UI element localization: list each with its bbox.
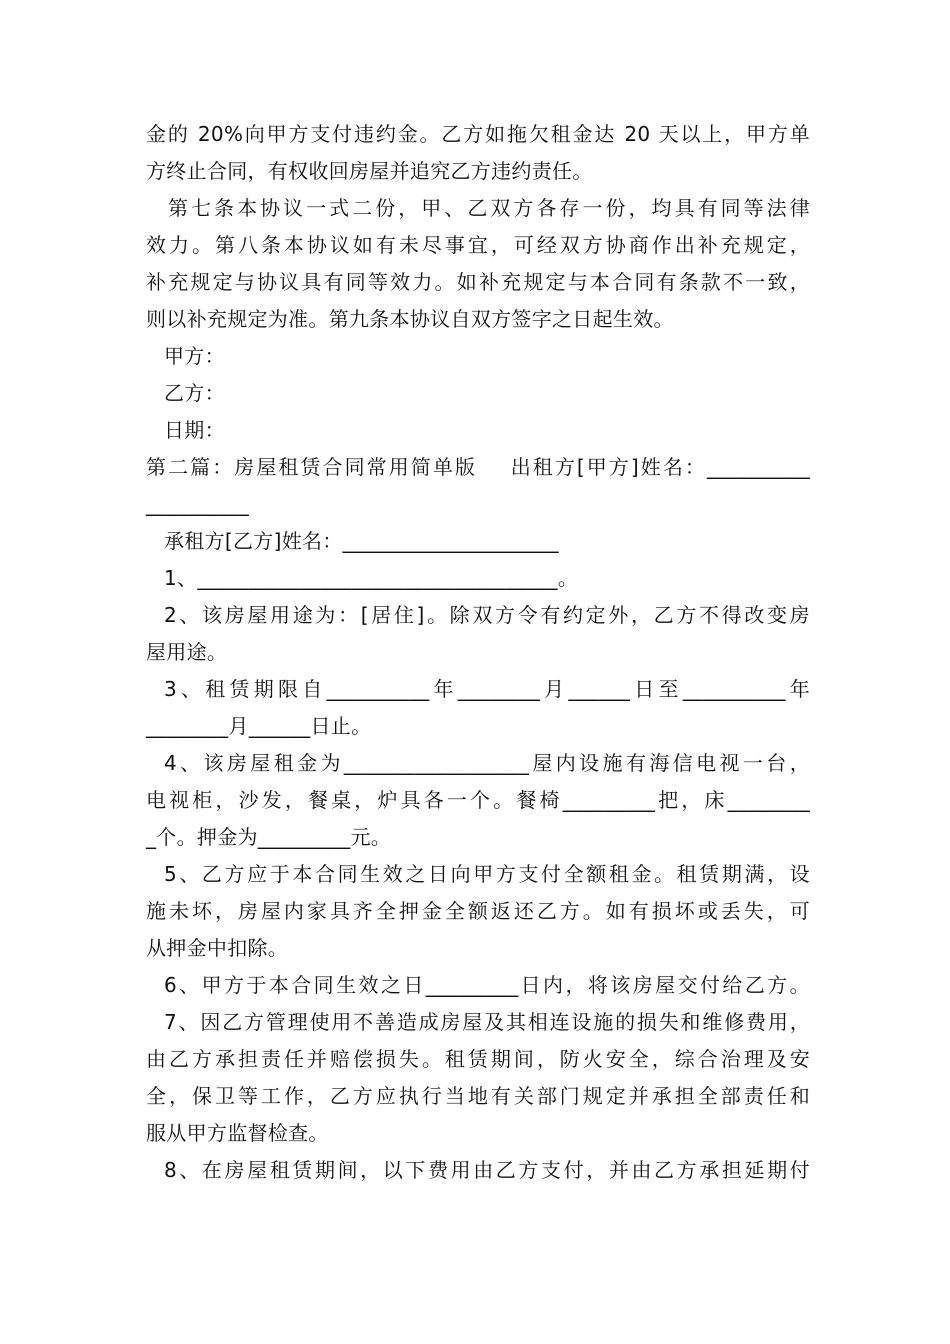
text-line: 2、该房屋用途为：[居住]。除双方令有约定外，乙方不得改变房	[164, 603, 810, 627]
text-line: 则以补充规定为准。第九条本协议自双方签字之日起生效。	[146, 307, 674, 331]
text-line: 第七条本协议一式二份，甲、乙双方各存一份，均具有同等法律	[168, 196, 810, 220]
text-line: 3、租赁期限自__________年________月______日至__________年	[164, 677, 810, 701]
text-line: 乙方：	[164, 381, 225, 405]
text-line: 8、在房屋租赁期间，以下费用由乙方支付，并由乙方承担延期付	[164, 1158, 810, 1182]
text-line: 金的 20%向甲方支付违约金。乙方如拖欠租金达 20 天以上，甲方单	[146, 122, 810, 146]
text-line: 承租方[乙方]姓名：_____________________	[164, 529, 559, 553]
text-line: 甲方：	[164, 344, 225, 368]
text-line: 效力。第八条本协议如有未尽事宜，可经双方协商作出补充规定，	[146, 233, 810, 257]
text-line: 5、乙方应于本合同生效之日向甲方支付全额租金。租赁期满，设	[164, 862, 810, 886]
text-line: ________月______日止。	[146, 714, 372, 738]
text-line: 4、该房屋租金为__________________屋内设施有海信电视一台，	[164, 751, 810, 775]
text-line: _个。押金为_________元。	[146, 825, 392, 849]
document-body	[146, 116, 810, 1189]
text-line: 施未坏，房屋内家具齐全押金全额返还乙方。如有损坏或丢失，可	[146, 899, 810, 923]
text-line: 补充规定与协议具有同等效力。如补充规定与本合同有条款不一致，	[146, 270, 810, 294]
text-line: 从押金中扣除。	[146, 936, 289, 960]
text-line: 第二篇：房屋租赁合同常用简单版 出租方[甲方]姓名：__________	[146, 455, 810, 479]
text-line: __________	[146, 492, 249, 516]
text-line: 由乙方承担责任并赔偿损失。租赁期间，防火安全，综合治理及安	[146, 1047, 810, 1071]
text-line: 1、___________________________________。	[164, 566, 579, 590]
text-line: 全，保卫等工作，乙方应执行当地有关部门规定并承担全部责任和	[146, 1084, 810, 1108]
text-line: 7、因乙方管理使用不善造成房屋及其相连设施的损失和维修费用，	[164, 1010, 810, 1034]
text-line: 屋用途。	[146, 640, 228, 664]
text-line: 服从甲方监督检查。	[146, 1121, 329, 1145]
text-line: 方终止合同，有权收回房屋并追究乙方违约责任。	[146, 159, 593, 183]
text-line: 日期：	[164, 418, 225, 442]
text-line: 6、甲方于本合同生效之日_________日内，将该房屋交付给乙方。	[164, 973, 810, 997]
text-line: 电视柜，沙发，餐桌，炉具各一个。餐椅_________把，床________	[146, 788, 810, 812]
